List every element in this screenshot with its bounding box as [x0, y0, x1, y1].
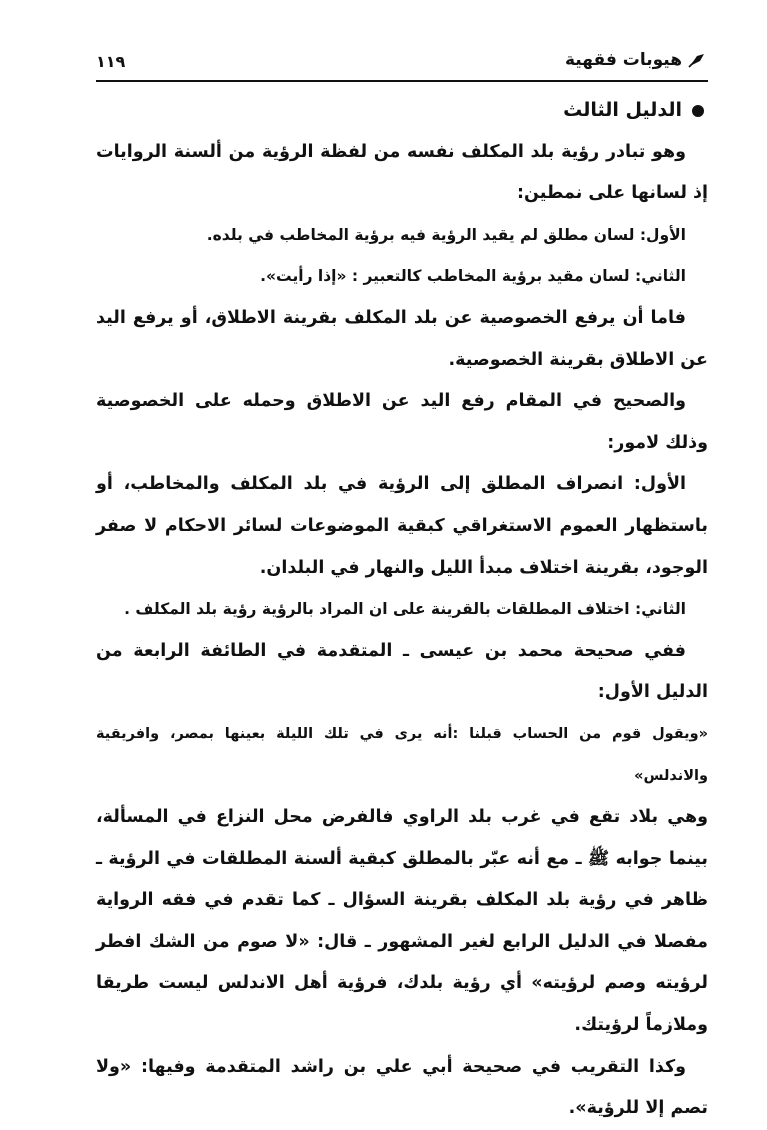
quill-icon	[688, 52, 706, 68]
running-header	[96, 50, 706, 78]
paragraph: وكذا التقريب في صحيحة أبي علي بن راشد المتقدمة وفيها: «ولا تصم إلا للرؤية».	[96, 1056, 708, 1119]
paragraph: ففي صحيحة محمد بن عيسى ـ المتقدمة في الطائفة الرابعة من الدليل الأول:	[96, 640, 708, 703]
page-number: ١١٩	[96, 52, 126, 71]
bullet-icon	[692, 105, 704, 117]
page-body	[96, 90, 708, 1130]
running-title	[565, 50, 706, 70]
header-divider	[96, 80, 708, 82]
section-heading-text: الدليل الثالث	[563, 99, 682, 121]
paragraph: والصحيح في المقام رفع اليد عن الاطلاق وحمله على الخصوصية وذلك لامور:	[96, 391, 708, 453]
paragraph: وهو تبادر رؤية بلد المكلف نفسه من لفظة الرؤية من ألسنة الروايات إذ لسانها على نمطين:	[96, 141, 708, 204]
paragraph: وهي بلاد تقع في غرب بلد الراوي فالفرض محل النزاع في المسألة، بينما جوابه ﷺ ـ مع أنه عبّر بالمطلق كبقية ألسنة المطلقات في الرؤية ـ ظاهر في رؤية بلد المكلف بقرينة السؤال ـ كما تقدم في فقه الرواية مفصلا في الدليل الرابع لغير المشهور ـ قال: «لا صوم من الشك افطر لرؤيته وصم لرؤيته» أي رؤية بلدك، فرؤية أهل الاندلس ليست طريقا وملازماً لرؤيتك.	[96, 807, 708, 1036]
paragraph: الأول: انصراف المطلق إلى الرؤية في بلد المكلف والمخاطب، أو باستظهار العموم الاستغراقي كبقية الموضوعات لسائر الاحكام لا صفر الوجود، بقرينة اختلاف مبدأ الليل والنهار في البلدان.	[96, 474, 708, 578]
paragraph: فاما أن يرفع الخصوصية عن بلد المكلف بقرينة الاطلاق، أو يرفع اليد عن الاطلاق بقرينة الخصوصية.	[96, 307, 708, 370]
paragraph: الثاني: اختلاف المطلقات بالقرينة على ان المراد بالرؤية رؤية بلد المكلف .	[124, 600, 686, 619]
paragraph: الثاني: لسان مقيد برؤية المخاطب كالتعبير : «إذا رأيت».	[260, 267, 686, 286]
section-heading	[96, 90, 708, 132]
paragraph: الأول: لسان مطلق لم يقيد الرؤية فيه برؤية المخاطب في بلده.	[206, 225, 686, 244]
running-title-text: هيوبات فقهية	[565, 50, 682, 70]
quotation: «ويقول قوم من الحساب قبلنا :أنه يرى في تلك الليلة بعينها بمصر، وافريقية والاندلس»	[96, 725, 708, 784]
